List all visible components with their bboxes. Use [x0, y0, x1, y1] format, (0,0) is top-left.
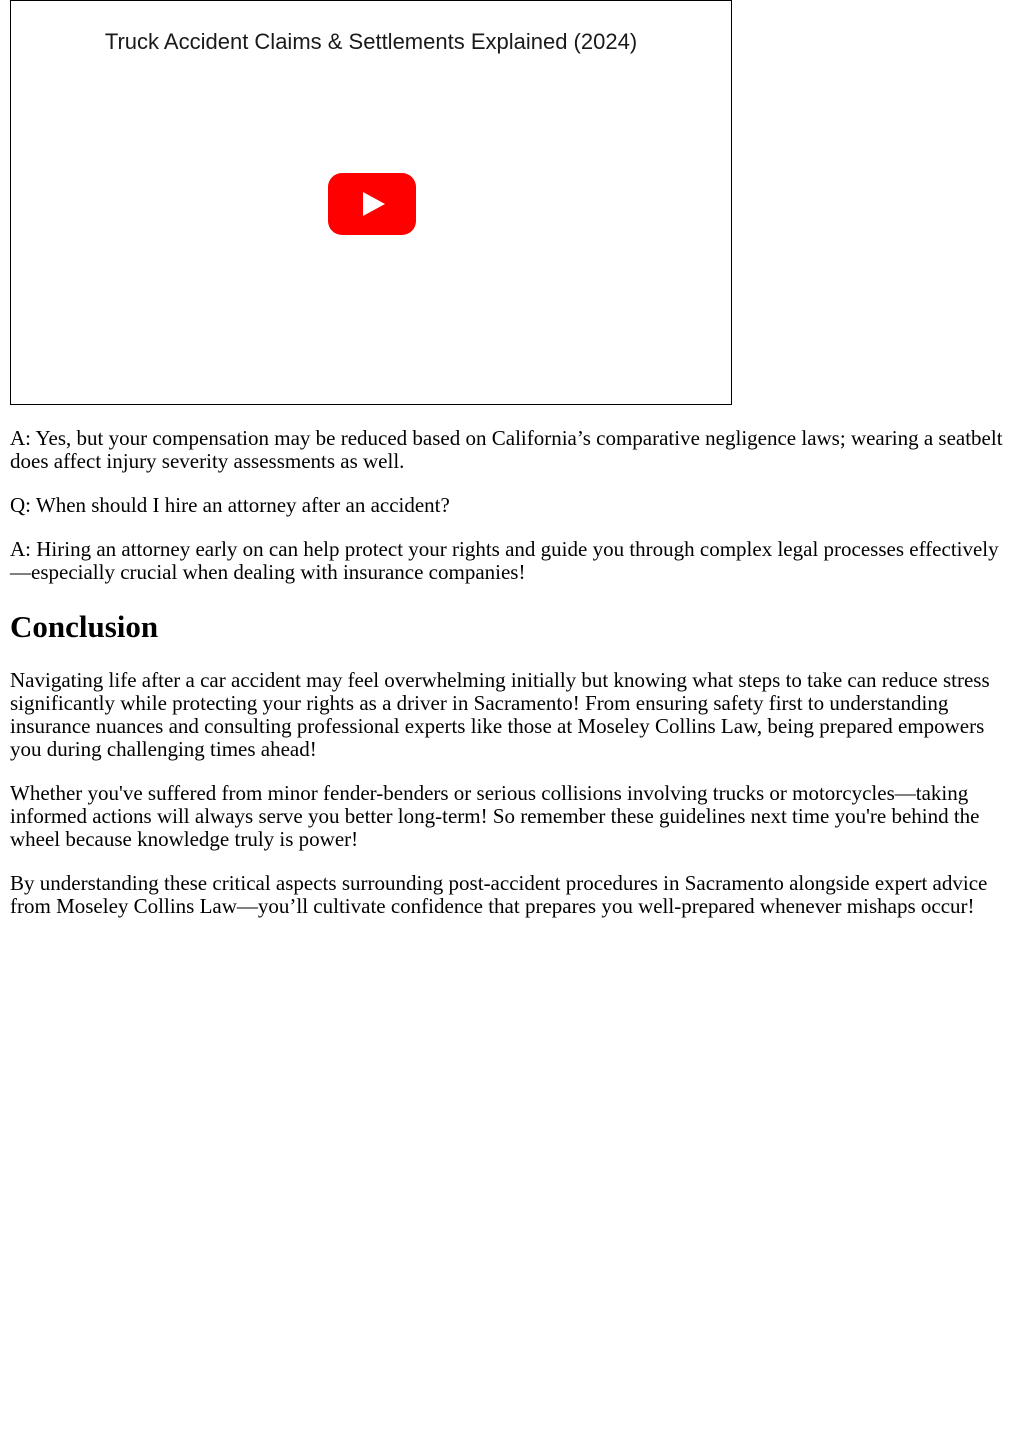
faq-answer-seatbelt: A: Yes, but your compensation may be reduced based on California’s comparative negligence laws; wearing a seatbelt does affect injury severity assessments as well. — [10, 426, 1003, 473]
conclusion-paragraph: Whether you've suffered from minor fender-benders or serious collisions involving trucks or motorcycles—taking informed actions will always serve you better long-term! So remember these guidelines next time you're behind the wheel because knowledge truly is power! — [10, 781, 980, 851]
youtube-play-icon[interactable] — [328, 173, 416, 235]
faq-question-attorney: Q: When should I hire an attorney after an accident? — [10, 493, 450, 517]
faq-answer-attorney: A: Hiring an attorney early on can help protect your rights and guide you through complex legal processes effectively—especially crucial when dealing with insurance companies! — [10, 537, 999, 584]
conclusion-paragraph: Navigating life after a car accident may feel overwhelming initially but knowing what steps to take can reduce stress significantly while protecting your rights as a driver in Sacramento! From ensuring safety first to understanding insurance nuances and consulting professional experts like those at Moseley Collins Law, being prepared empowers you during challenging times ahead! — [10, 668, 990, 761]
article-content — [10, 0, 1014, 918]
youtube-video-embed[interactable] — [10, 0, 732, 405]
conclusion-paragraph: By understanding these critical aspects surrounding post-accident procedures in Sacramento alongside expert advice from Moseley Collins Law—you’ll cultivate confidence that prepares you well-prepared whenever mishaps occur! — [10, 871, 988, 918]
conclusion-heading: Conclusion — [10, 609, 159, 644]
video-title[interactable]: Truck Accident Claims & Settlements Explained (2024) — [104, 29, 638, 54]
